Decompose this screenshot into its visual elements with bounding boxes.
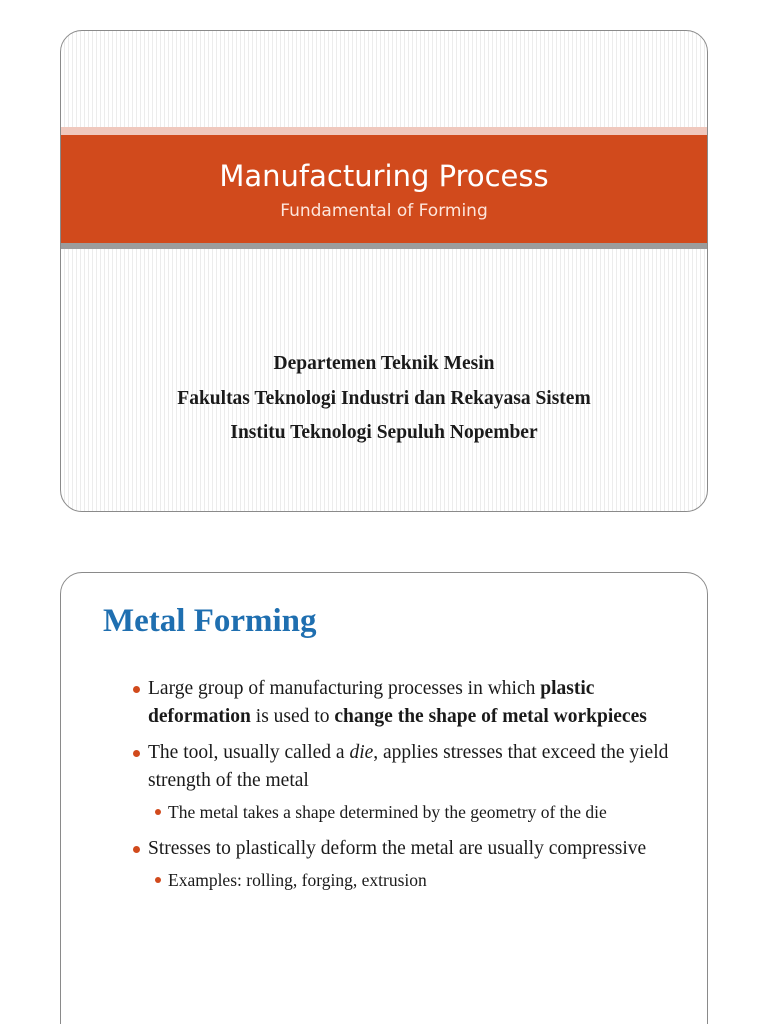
affiliation-block [61, 347, 707, 451]
sub-bullet-item: The metal takes a shape determined by the geometry of the die [155, 799, 693, 825]
bullet-item [133, 739, 693, 795]
content-slide [60, 572, 708, 1024]
bullet-italic: die [349, 742, 374, 763]
title-band [61, 135, 707, 243]
bullet-emphasis: plastic deformation [148, 678, 595, 727]
content-slide-title: Metal Forming [103, 603, 317, 639]
bullet-list [133, 675, 693, 903]
title-band-top-stripe [61, 127, 707, 135]
title-slide [60, 30, 708, 512]
affiliation-department: Departemen Teknik Mesin [273, 353, 495, 374]
affiliation-institute: Institu Teknologi Sepuluh Nopember [230, 422, 538, 443]
bullet-item: Stresses to plastically deform the metal are usually compressive [133, 835, 693, 863]
bullet-text: , applies stresses that exceed the yield strength of the metal [148, 742, 669, 791]
title-band-bottom-stripe [61, 243, 707, 249]
bullet-item [133, 675, 693, 731]
sub-bullet-item: Examples: rolling, forging, extrusion [155, 867, 693, 893]
bullet-emphasis: change the shape of metal workpieces [334, 706, 647, 727]
slide-subtitle: Fundamental of Forming [280, 201, 488, 221]
bullet-text: Large group of manufacturing processes in which [148, 678, 541, 699]
slide-title: Manufacturing Process [219, 159, 549, 193]
affiliation-faculty: Fakultas Teknologi Industri dan Rekayasa Sistem [177, 387, 591, 409]
bullet-text: is used to [250, 706, 335, 727]
bullet-text: The tool, usually called a [148, 742, 350, 763]
